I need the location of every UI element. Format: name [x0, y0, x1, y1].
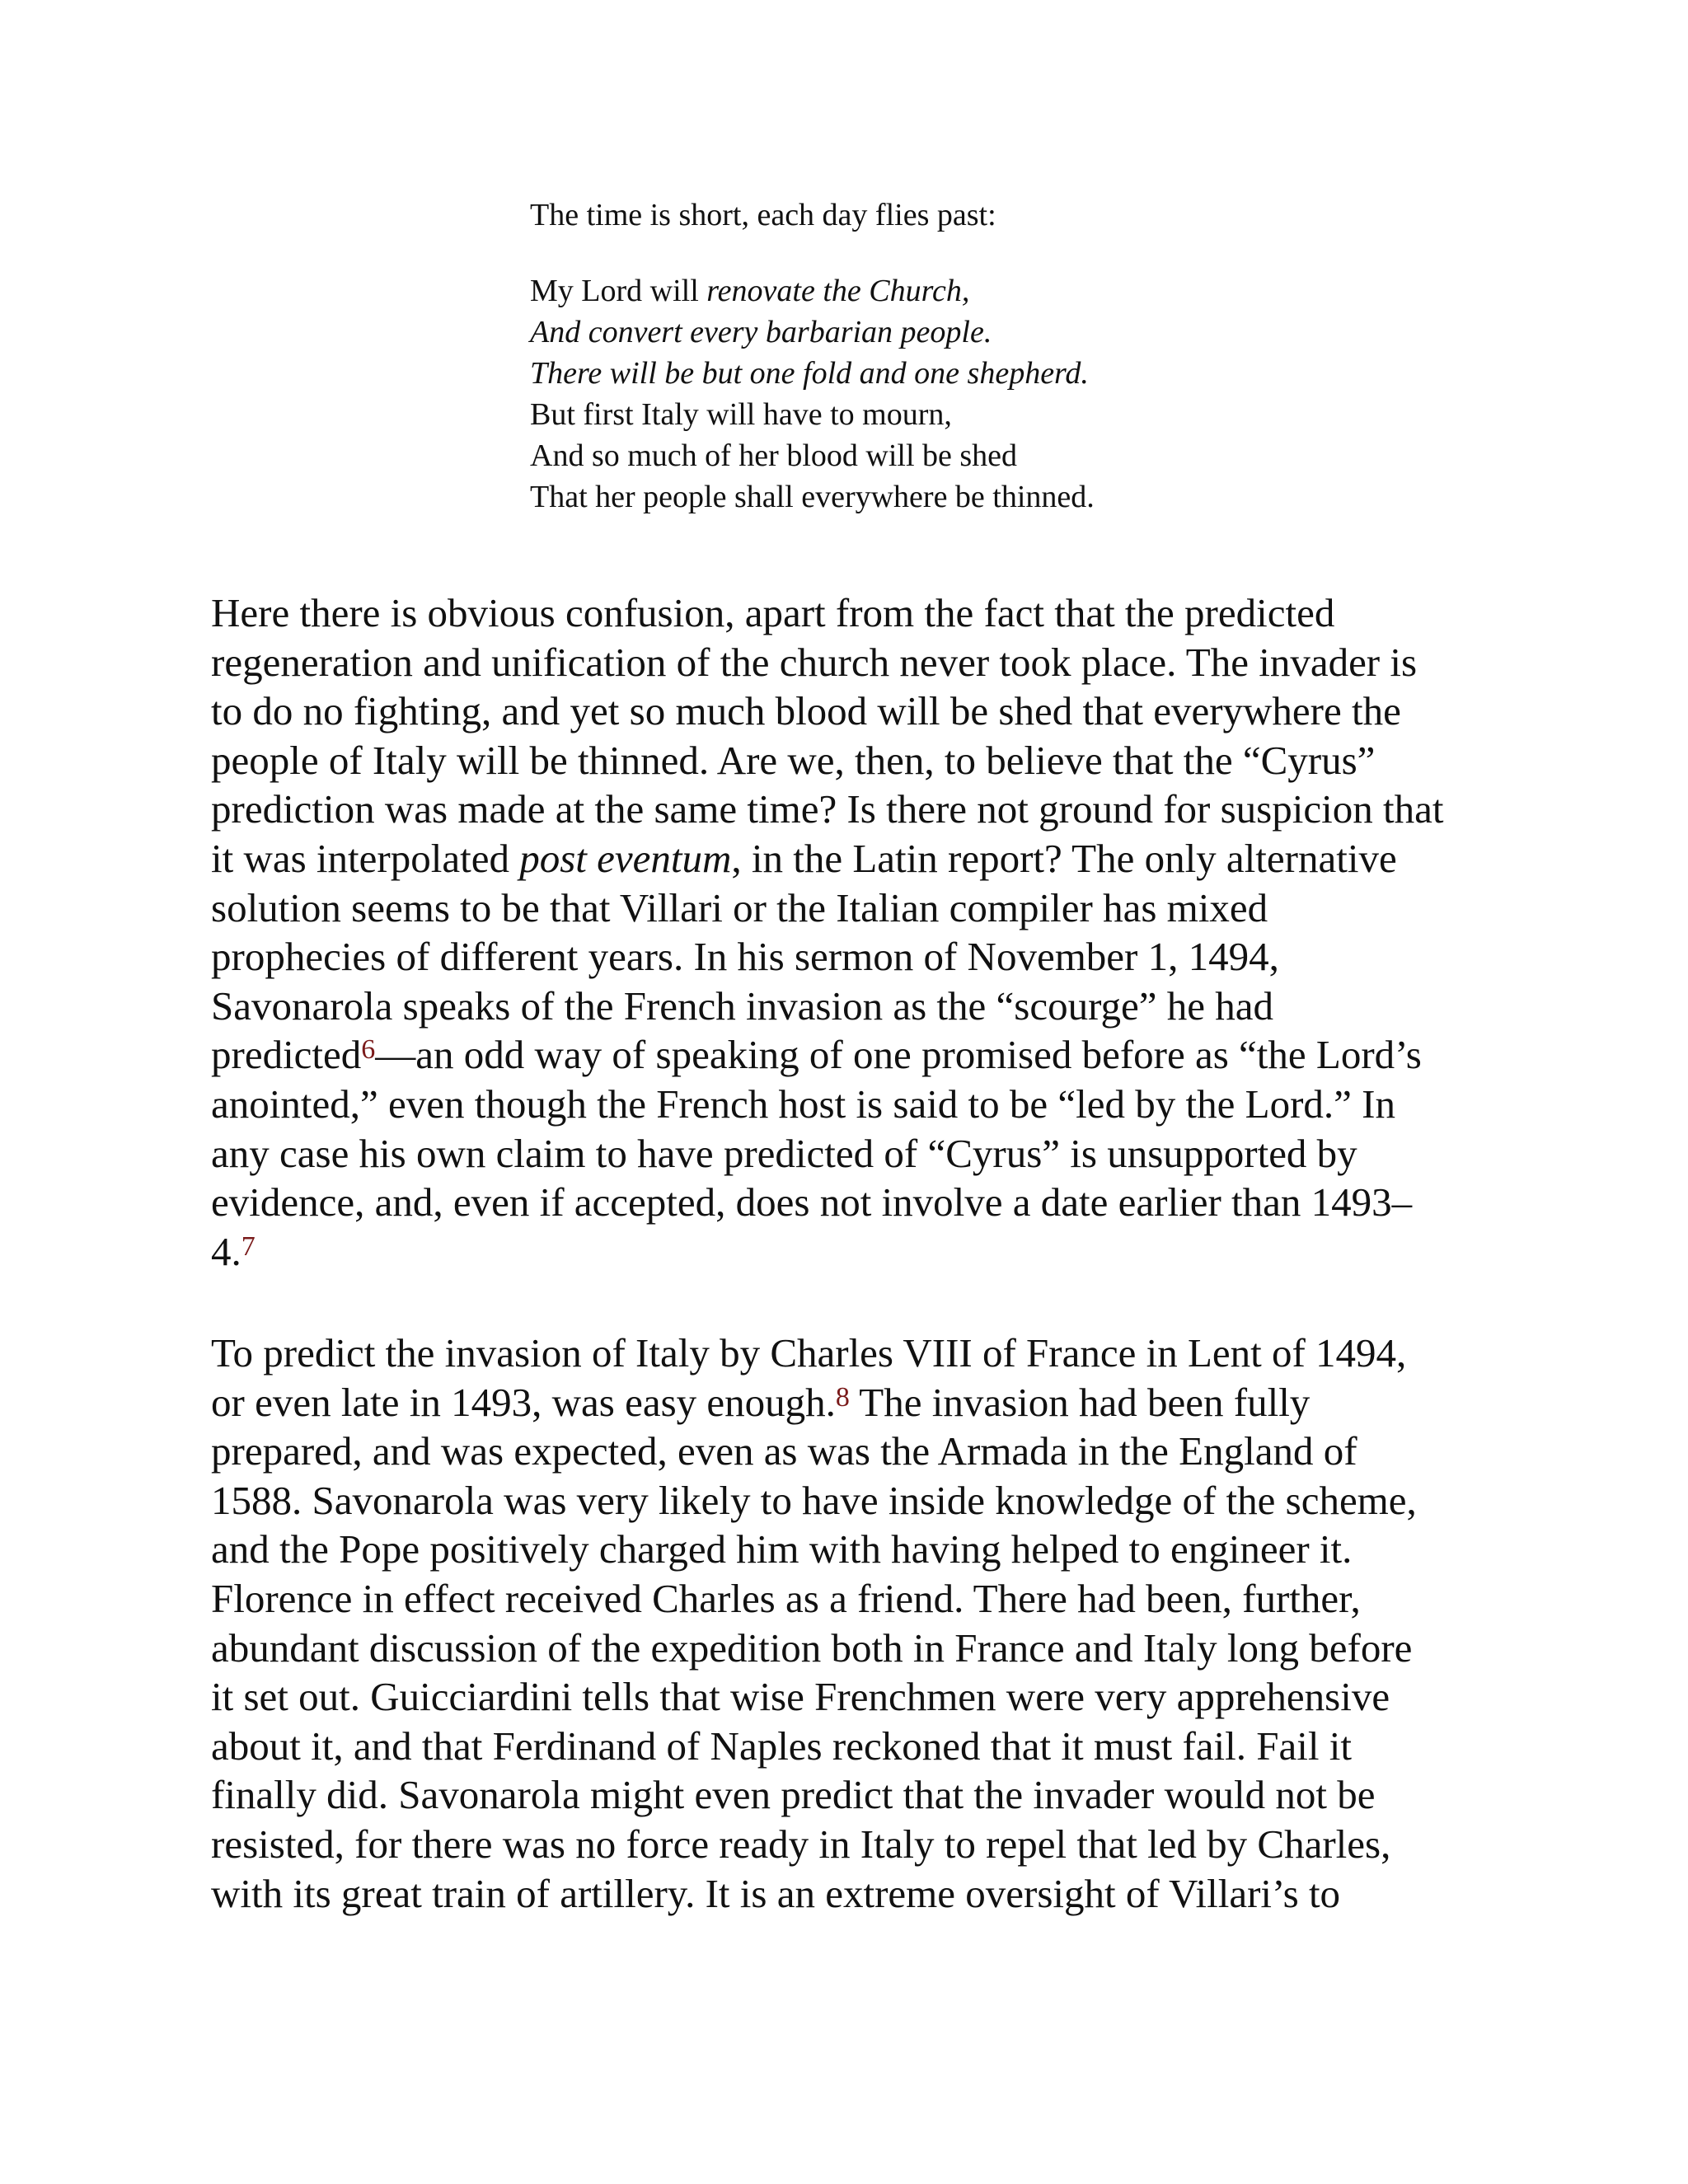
text-line — [211, 1030, 1497, 1080]
text-line: people of Italy will be thinned. Are we, then, to believe that the “Cyrus” — [211, 737, 1376, 783]
text-span: predicted — [211, 1032, 362, 1078]
text-line: and the Pope positively charged him with having helped to engineer it. — [211, 1526, 1353, 1572]
text-span: The invasion had been fully — [849, 1379, 1311, 1425]
text-line: to do no fighting, and yet so much blood will be shed that everywhere the — [211, 688, 1401, 734]
text-line: prophecies of different years. In his sermon of November 1, 1494, — [211, 934, 1279, 980]
text-line: evidence, and, even if accepted, does not involve a date earlier than 1493– — [211, 1179, 1413, 1226]
text-line: Savonarola speaks of the French invasion as the “scourge” he had — [211, 982, 1274, 1029]
italic-phrase: post eventum — [519, 835, 732, 881]
text-line — [211, 1378, 1497, 1427]
text-line: any case his own claim to have predicted of “Cyrus” is unsupported by — [211, 1130, 1357, 1176]
text-line: resisted, for there was no force ready in Italy to repel that led by Charles, — [211, 1821, 1391, 1867]
text-line — [211, 834, 1497, 883]
text-line: finally did. Savonarola might even predict that the invader would not be — [211, 1772, 1376, 1818]
text-line: Florence in effect received Charles as a friend. There had been, further, — [211, 1575, 1361, 1621]
verse-line: There will be but one fold and one shepherd. — [530, 356, 1089, 391]
footnote-link-8[interactable]: 8 — [835, 1381, 850, 1413]
text-line: To predict the invasion of Italy by Charles VIII of France in Lent of 1494, — [211, 1330, 1407, 1376]
verse-line — [530, 270, 1354, 312]
text-line: solution seems to be that Villari or the Italian compiler has mixed — [211, 884, 1268, 930]
body-paragraph — [211, 1329, 1497, 1918]
verse-line: And so much of her blood will be shed — [530, 438, 1018, 473]
verse-quotation — [530, 194, 1354, 518]
body-paragraph — [211, 588, 1497, 1276]
text-span: or even late in 1493, was easy enough. — [211, 1379, 836, 1425]
text-line — [211, 1227, 1497, 1277]
stanza-break — [530, 236, 1354, 270]
verse-text: My Lord will — [530, 274, 707, 308]
verse-line: And convert every barbarian people. — [530, 315, 992, 349]
text-span: it was interpolated — [211, 835, 520, 881]
text-line: regeneration and unification of the church never took place. The invader is — [211, 639, 1418, 685]
text-span: , in the Latin report? The only alternative — [731, 835, 1397, 881]
text-span: 4. — [211, 1228, 241, 1274]
text-line: prediction was made at the same time? Is there not ground for suspicion that — [211, 786, 1444, 832]
verse-italic-text: renovate the Church, — [706, 274, 970, 308]
footnote-link-7[interactable]: 7 — [241, 1230, 256, 1262]
verse-line: But first Italy will have to mourn, — [530, 397, 952, 432]
verse-line: That her people shall everywhere be thinned. — [530, 480, 1095, 514]
text-line: anointed,” even though the French host is said to be “led by the Lord.” In — [211, 1080, 1395, 1127]
footnote-link-6[interactable]: 6 — [361, 1034, 376, 1066]
text-line: prepared, and was expected, even as was the Armada in the England of — [211, 1428, 1357, 1474]
text-line: Here there is obvious confusion, apart from the fact that the predicted — [211, 590, 1335, 635]
text-line: abundant discussion of the expedition both in France and Italy long before — [211, 1624, 1413, 1671]
text-line: about it, and that Ferdinand of Naples reckoned that it must fail. Fail it — [211, 1722, 1352, 1769]
text-span: —an odd way of speaking of one promised before as “the Lord’s — [375, 1032, 1422, 1078]
text-line: 1588. Savonarola was very likely to have inside knowledge of the scheme, — [211, 1477, 1417, 1523]
text-line: with its great train of artillery. It is an extreme oversight of Villari’s to — [211, 1870, 1341, 1916]
verse-line: The time is short, each day flies past: — [530, 198, 996, 232]
text-line: it set out. Guicciardini tells that wise Frenchmen were very apprehensive — [211, 1674, 1390, 1720]
